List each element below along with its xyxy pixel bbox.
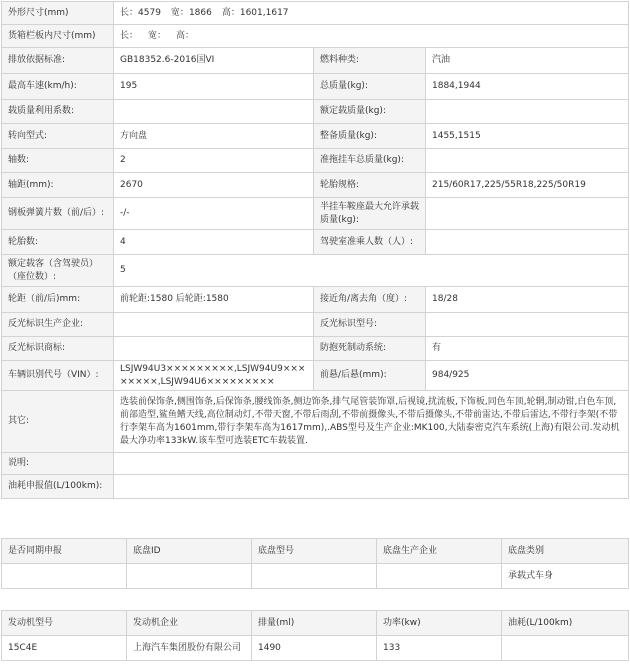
fuel-label: 燃料种类: xyxy=(314,48,426,74)
reflector-row xyxy=(2,313,629,337)
reflector-brand-value xyxy=(114,337,314,361)
approach-angle-label: 接近角/离去角（度）: xyxy=(314,287,426,313)
seats-value: 5 xyxy=(114,255,629,287)
chassis-category-value: 承载式车身 xyxy=(502,564,629,589)
engine-header-displacement: 排量(ml) xyxy=(252,611,377,636)
fuel-report-value xyxy=(114,475,629,499)
load-util-value xyxy=(114,100,314,124)
emission-value: GB18352.6-2016国VI xyxy=(114,48,314,74)
reflector-brand-label: 反光标识商标: xyxy=(2,337,114,361)
other-label: 其它: xyxy=(2,391,114,453)
rated-load-value xyxy=(426,100,629,124)
tire-label: 轮胎规格: xyxy=(314,173,426,198)
steering-row xyxy=(2,124,629,149)
engine-power-value: 133 xyxy=(377,636,502,661)
engine-displacement-value: 1490 xyxy=(252,636,377,661)
width-value: 1866 xyxy=(188,7,212,18)
track-value: 前轮距:1580 后轮距:1580 xyxy=(114,287,314,313)
engine-header-row xyxy=(2,611,629,636)
vin-row xyxy=(2,361,629,391)
max-speed-value: 195 xyxy=(114,74,314,100)
cargo-size-value xyxy=(114,25,629,48)
total-mass-value: 1884,1944 xyxy=(426,74,629,100)
width-prefix: 宽： xyxy=(170,7,189,18)
seats-label: 额定载客（含驾驶员）（座位数）: xyxy=(2,255,114,287)
cab-seats-label: 驾驶室准乘人数（人）: xyxy=(314,230,426,255)
saddle-label: 半挂车鞍座最大允许承载质量(kg): xyxy=(314,198,426,230)
load-row xyxy=(2,100,629,124)
abs-value: 有 xyxy=(426,337,629,361)
vehicle-spec-table xyxy=(1,1,629,499)
tires-count-value: 4 xyxy=(114,230,314,255)
fuel-report-label: 油耗申报值(L/100km): xyxy=(2,475,114,499)
rated-load-label: 额定载质量(kg): xyxy=(314,100,426,124)
chassis-data-row xyxy=(2,564,629,589)
other-value: 选装前保饰条,侧围饰条,后保饰条,腰线饰条,侧边饰条,排气尾管装饰罩,后视镜,扰流板,下饰板,同色车顶,轮辋,制动钳,白色车顶,前部造型,鲨鱼鳍天线,高位制动灯,不带天窗,不带后雨刮,不带前摄像头,不带后摄像头,不带前雷达,不带后雷达,不带行李架(不带行李架车高为1601mm,带行李架车高为1617mm),.ABS型号及生产企业:MK100,大陆泰密克汽车系统(上海)有限公司.发动机最大净功率133kW.该车型可选装ETC车载装置. xyxy=(114,391,629,453)
reflector-maker-value xyxy=(114,313,314,337)
load-util-label: 载质量利用系数: xyxy=(2,100,114,124)
tire-value: 215/60R17,225/55R18,225/50R19 xyxy=(426,173,629,198)
cargo-size-row xyxy=(2,25,629,48)
axles-value: 2 xyxy=(114,149,314,173)
approach-angle-value: 18/28 xyxy=(426,287,629,313)
cargo-width-prefix: 宽： xyxy=(148,30,167,41)
overhang-label: 前悬/后悬(mm): xyxy=(314,361,426,391)
emission-label: 排放依据标准: xyxy=(2,48,114,74)
vin-value: LSJW94U3×××××××××,LSJW94U9××××××××,LSJW94U6××××××××× xyxy=(114,361,314,391)
outer-size-value xyxy=(114,2,629,25)
chassis-id-value xyxy=(127,564,252,589)
abs-label: 防抱死制动系统: xyxy=(314,337,426,361)
chassis-header-sync: 是否同期申报 xyxy=(2,539,127,564)
wheelbase-row xyxy=(2,173,629,198)
tires-count-label: 轮胎数: xyxy=(2,230,114,255)
brand-abs-row xyxy=(2,337,629,361)
note-label: 说明: xyxy=(2,453,114,475)
other-row xyxy=(2,391,629,453)
seats-row xyxy=(2,255,629,287)
note-value xyxy=(114,453,629,475)
wheelbase-value: 2670 xyxy=(114,173,314,198)
engine-fuel-value xyxy=(502,636,629,661)
chassis-maker-value xyxy=(377,564,502,589)
cab-seats-value xyxy=(426,230,629,255)
trailer-mass-value xyxy=(426,149,629,173)
reflector-model-value xyxy=(426,313,629,337)
engine-maker-value: 上海汽车集团股份有限公司 xyxy=(127,636,252,661)
vin-label: 车辆识别代号（VIN）: xyxy=(2,361,114,391)
chassis-header-maker: 底盘生产企业 xyxy=(377,539,502,564)
chassis-table xyxy=(1,538,629,589)
chassis-header-model: 底盘型号 xyxy=(252,539,377,564)
engine-data-row xyxy=(2,636,629,661)
length-prefix: 长： xyxy=(120,7,139,18)
overhang-value: 984/925 xyxy=(426,361,629,391)
cargo-length-prefix: 长： xyxy=(120,30,139,41)
tires-row xyxy=(2,230,629,255)
cargo-size-label: 货箱栏板内尺寸(mm) xyxy=(2,25,114,48)
chassis-header-category: 底盘类别 xyxy=(502,539,629,564)
wheelbase-label: 轴距(mm): xyxy=(2,173,114,198)
note-row xyxy=(2,453,629,475)
engine-model-value: 15C4E xyxy=(2,636,127,661)
height-prefix: 高： xyxy=(221,7,240,18)
fuel-value: 汽油 xyxy=(426,48,629,74)
saddle-value xyxy=(426,198,629,230)
speed-row xyxy=(2,74,629,100)
steering-value: 方向盘 xyxy=(114,124,314,149)
trailer-mass-label: 准拖挂车总质量(kg): xyxy=(314,149,426,173)
engine-header-fuel: 油耗(L/100km) xyxy=(502,611,629,636)
chassis-sync-value xyxy=(2,564,127,589)
leaf-spring-label: 钢板弹簧片数（前/后）: xyxy=(2,198,114,230)
total-mass-label: 总质量(kg): xyxy=(314,74,426,100)
axles-row xyxy=(2,149,629,173)
track-row xyxy=(2,287,629,313)
engine-table xyxy=(1,610,629,661)
engine-header-maker: 发动机企业 xyxy=(127,611,252,636)
outer-size-label: 外形尺寸(mm) xyxy=(2,2,114,25)
reflector-maker-label: 反光标识生产企业: xyxy=(2,313,114,337)
curb-mass-value: 1455,1515 xyxy=(426,124,629,149)
chassis-model-value xyxy=(252,564,377,589)
engine-header-model: 发动机型号 xyxy=(2,611,127,636)
track-label: 轮距（前/后)mm: xyxy=(2,287,114,313)
length-value: 4579 xyxy=(138,7,161,18)
outer-size-row xyxy=(2,2,629,25)
chassis-header-row xyxy=(2,539,629,564)
leaf-spring-value: -/- xyxy=(114,198,314,230)
engine-header-power: 功率(kw) xyxy=(377,611,502,636)
max-speed-label: 最高车速(km/h): xyxy=(2,74,114,100)
axles-label: 轴数: xyxy=(2,149,114,173)
steering-label: 转向型式: xyxy=(2,124,114,149)
curb-mass-label: 整备质量(kg): xyxy=(314,124,426,149)
spring-row xyxy=(2,198,629,230)
chassis-header-id: 底盘ID xyxy=(127,539,252,564)
cargo-height-prefix: 高： xyxy=(176,30,195,41)
height-value: 1601,1617 xyxy=(239,7,289,18)
emission-row xyxy=(2,48,629,74)
fuel-report-row xyxy=(2,475,629,499)
reflector-model-label: 反光标识型号: xyxy=(314,313,426,337)
